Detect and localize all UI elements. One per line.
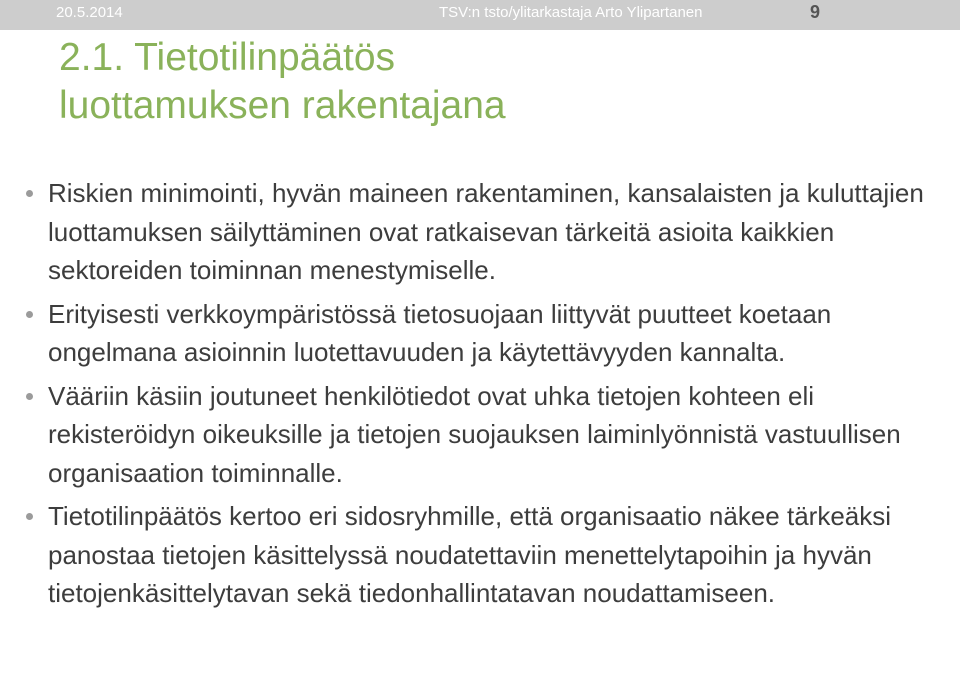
bullet-list — [26, 174, 956, 618]
bullet-dot-icon — [26, 311, 33, 318]
slide-date: 20.5.2014 — [56, 4, 123, 21]
bullet-dot-icon — [26, 513, 33, 520]
bullet-item — [26, 497, 956, 613]
slide-footer-text: TSV:n tsto/ylitarkastaja Arto Ylipartanen — [439, 4, 703, 21]
bullet-item — [26, 174, 956, 290]
header-bar — [0, 0, 960, 30]
bullet-text: Vääriin käsiin joutuneet henkilötiedot ovat uhka tietojen kohteen eli rekisteröidyn oikeuksille ja tietojen suojauksen laiminlyönnistä vastuullisen organisaation toiminnalle. — [48, 380, 901, 488]
bullet-item — [26, 377, 956, 493]
slide-title — [59, 34, 919, 130]
bullet-item — [26, 295, 956, 372]
bullet-dot-icon — [26, 190, 33, 197]
bullet-dot-icon — [26, 393, 33, 400]
slide-title-line-1: 2.1. Tietotilinpäätös — [59, 36, 396, 79]
bullet-text: Erityisesti verkkoympäristössä tietosuojaan liittyvät puutteet koetaan ongelmana asioinnin luotettavuuden ja käytettävyyden kannalta. — [48, 298, 832, 367]
bullet-text: Riskien minimointi, hyvän maineen rakentaminen, kansalaisten ja kuluttajien luottamuksen säilyttäminen ovat ratkaisevan tärkeitä asioita kaikkien sektoreiden toiminnan menestymiselle. — [48, 178, 924, 285]
slide-title-line-2: luottamuksen rakentajana — [59, 84, 506, 127]
bullet-text: Tietotilinpäätös kertoo eri sidosryhmille, että organisaatio näkee tärkeäksi panostaa tietojen käsittelyssä noudatettaviin menettelytapoihin ja hyvän tietojenkäsittelytavan sekä tiedonhallintatavan noudattamiseen. — [48, 501, 892, 608]
slide-number: 9 — [810, 2, 821, 22]
